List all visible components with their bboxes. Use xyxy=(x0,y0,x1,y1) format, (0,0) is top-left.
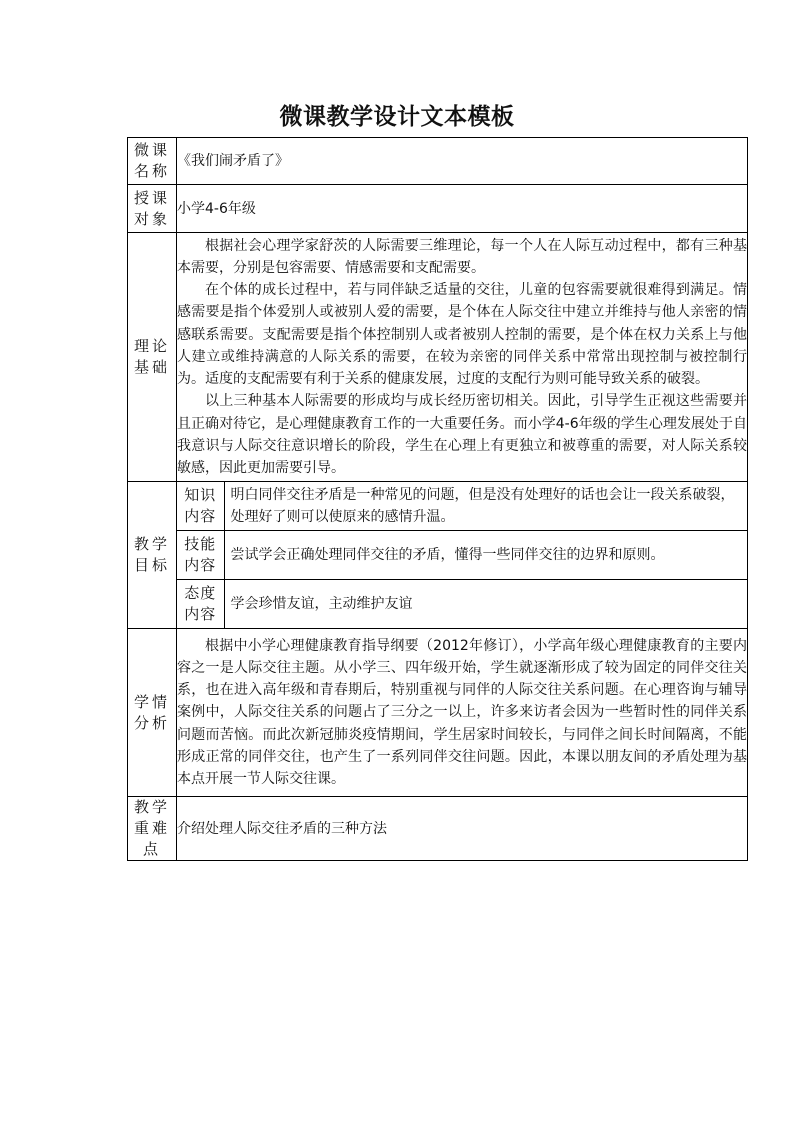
goal-attitude xyxy=(177,579,748,628)
document-title: 微课教学设计文本模板 xyxy=(279,103,515,130)
audience-value: 小学4-6年级 xyxy=(177,185,748,233)
goals-subtable xyxy=(177,482,748,628)
row-key-points xyxy=(128,797,748,861)
row-theory xyxy=(128,233,748,482)
course-name-label xyxy=(128,138,177,185)
theory-paragraph-2: 在个体的成长过程中，若与同伴缺乏适量的交往，儿童的包容需要就很难得到满足。情感需要是指个体爱别人或被别人爱的需要，是个体在人际交往中建立并维持与他人亲密的情感联系需要。支配需要是指个体控制别人或者被别人控制的需要，是个体在权力关系上与他人建立或维持满意的人际关系的需要，在较为亲密的同伴关系中常常出现控制与被控制行为。适度的支配需要有利于关系的健康发展，过度的支配行为则可能导致关系的破裂。 xyxy=(177,282,747,388)
row-audience xyxy=(128,185,748,233)
audience-label-line1: 授课 xyxy=(133,188,170,207)
goal-skill-text: 尝试学会正确处理同伴交往的矛盾，懂得一些同伴交往的边界和原则。 xyxy=(224,530,748,579)
theory-label xyxy=(128,233,177,482)
goals-label-line1: 教学 xyxy=(133,535,170,553)
key-points-value: 介绍处理人际交往矛盾的三种方法 xyxy=(177,797,748,861)
goals-label-line2: 目标 xyxy=(133,556,170,574)
goal-knowledge-label xyxy=(177,482,224,530)
lesson-design-table xyxy=(127,137,748,861)
goal-attitude-label xyxy=(177,579,224,628)
row-course-name xyxy=(128,138,748,185)
goal-knowledge-text: 明白同伴交往矛盾是一种常见的问题，但是没有处理好的话也会让一段关系破裂，处理好了则可以使原来的感情升温。 xyxy=(224,482,748,530)
goals-label xyxy=(128,482,177,629)
analysis-label-line2: 分析 xyxy=(133,713,170,732)
key-points-label-line2: 重难 xyxy=(133,819,170,837)
row-analysis xyxy=(128,629,748,797)
goal-skill-label-line2: 内容 xyxy=(184,555,217,574)
key-points-label xyxy=(128,797,177,861)
goals-content xyxy=(177,482,748,629)
theory-label-line1: 理论 xyxy=(133,337,170,355)
goal-attitude-text: 学会珍惜友谊，主动维护友谊 xyxy=(224,579,748,628)
goal-knowledge-label-line2: 内容 xyxy=(184,506,217,525)
course-name-value: 《我们闹矛盾了》 xyxy=(177,138,748,185)
goal-skill-label xyxy=(177,530,224,579)
audience-label xyxy=(128,185,177,233)
key-points-label-line3: 点 xyxy=(142,840,161,858)
key-points-label-line1: 教学 xyxy=(133,798,170,816)
theory-content xyxy=(177,233,748,482)
goal-attitude-label-line1: 态度 xyxy=(184,583,217,602)
analysis-label-line1: 学情 xyxy=(133,692,170,711)
course-name-label-line1: 微课 xyxy=(133,141,170,159)
analysis-paragraph: 根据中小学心理健康教育指导纲要（2012年修订），小学高年级心理健康教育的主要内容之一是人际交往主题。从小学三、四年级开始，学生就逐渐形成了较为固定的同伴交往关系，也在进入高年级和青春期后，特别重视与同伴的人际交往关系问题。在心理咨询与辅导案例中，人际交往关系的问题占了三分之一以上，许多来访者会因为一些暂时性的同伴关系问题而苦恼。而此次新冠肺炎疫情期间，学生居家时间较长，与同伴之间长时间隔离，不能形成正常的同伴交往，也产生了一系列同伴交往问题。因此，本课以朋友间的矛盾处理为基本点开展一节人际交往课。 xyxy=(177,637,747,787)
goal-attitude-label-line2: 内容 xyxy=(184,604,217,623)
analysis-label xyxy=(128,629,177,797)
goal-skill xyxy=(177,530,748,579)
theory-label-line2: 基础 xyxy=(133,358,170,376)
goal-knowledge-label-line1: 知识 xyxy=(184,485,217,504)
theory-paragraph-1: 根据社会心理学家舒茨的人际需要三维理论，每一个人在人际互动过程中，都有三种基本需要，分别是包容需要、情感需要和支配需要。 xyxy=(177,237,747,277)
row-goals xyxy=(128,482,748,629)
course-name-label-line2: 名称 xyxy=(133,162,170,180)
analysis-content xyxy=(177,629,748,797)
theory-paragraph-3: 以上三种基本人际需要的形成均与成长经历密切相关。因此，引导学生正视这些需要并且正确对待它，是心理健康教育工作的一大重要任务。而小学4-6年级的学生心理发展处于自我意识与人际交往意识增长的阶段，学生在心理上有更独立和被尊重的需要，对人际关系较敏感，因此更加需要引导。 xyxy=(177,393,747,476)
audience-label-line2: 对象 xyxy=(133,209,170,228)
goal-skill-label-line1: 技能 xyxy=(184,534,217,553)
goal-knowledge xyxy=(177,482,748,530)
